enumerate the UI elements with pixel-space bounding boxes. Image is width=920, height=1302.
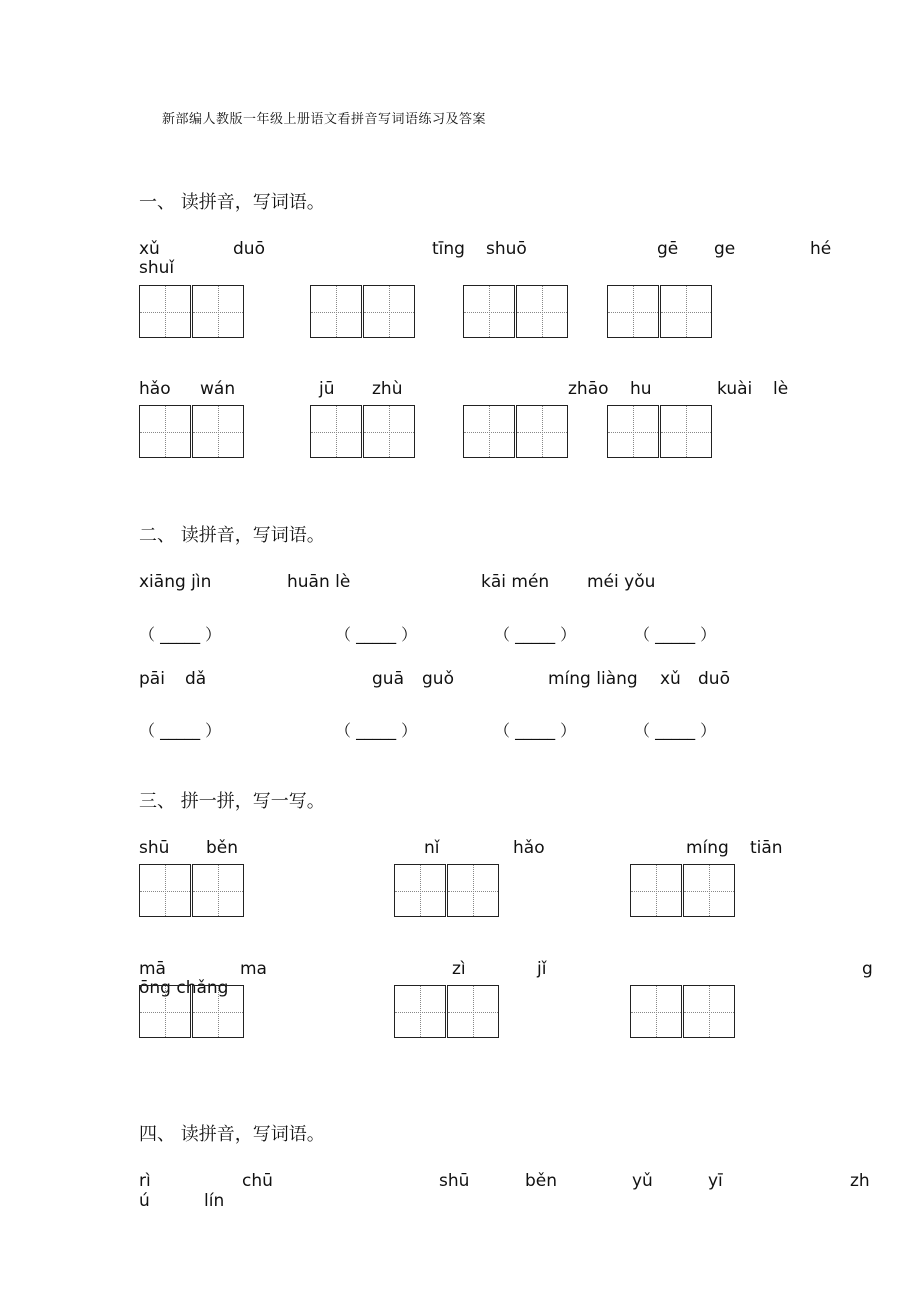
answer-blank[interactable]: （ _____ ） [634, 625, 717, 644]
pinyin: duō [233, 239, 265, 259]
writing-grid-box[interactable] [139, 985, 191, 1038]
writing-grid-box[interactable] [310, 285, 362, 338]
pinyin: guǒ [422, 669, 454, 689]
pinyin: ma [240, 959, 267, 979]
pinyin: hǎo [139, 379, 171, 399]
pinyin: hǎo [513, 838, 545, 858]
pinyin: běn [206, 838, 239, 858]
writing-grid-box[interactable] [660, 285, 712, 338]
pinyin: míng liàng [548, 669, 638, 689]
pinyin: kuài [717, 379, 753, 399]
writing-grid-box[interactable] [630, 985, 682, 1038]
pinyin: duō [698, 669, 730, 689]
pinyin: hu [630, 379, 652, 399]
pinyin: míng [686, 838, 729, 858]
pinyin: xǔ [139, 239, 160, 259]
section-2-heading: 二、 读拼音，写词语。 [139, 525, 325, 546]
pinyin: xiāng jìn [139, 572, 212, 592]
writing-grid-box[interactable] [447, 864, 499, 917]
section-4-heading: 四、 读拼音，写词语。 [139, 1124, 325, 1145]
writing-grid-box[interactable] [463, 405, 515, 458]
section-3-heading: 三、 拼一拼，写一写。 [139, 791, 325, 812]
writing-grid-box[interactable] [607, 405, 659, 458]
pinyin: g [862, 959, 873, 979]
pinyin: lín [204, 1191, 225, 1211]
writing-grid-box[interactable] [139, 405, 191, 458]
writing-grid-box[interactable] [683, 864, 735, 917]
pinyin: zhù [372, 379, 403, 399]
pinyin: jǐ [537, 959, 547, 979]
writing-grid-box[interactable] [463, 285, 515, 338]
writing-grid-box[interactable] [683, 985, 735, 1038]
pinyin: jū [319, 379, 335, 399]
writing-grid-box[interactable] [394, 864, 446, 917]
answer-blank[interactable]: （ _____ ） [634, 721, 717, 740]
answer-blank[interactable]: （ _____ ） [494, 721, 577, 740]
pinyin: dǎ [185, 669, 207, 689]
writing-grid-box[interactable] [516, 285, 568, 338]
pinyin: ge [714, 239, 736, 259]
answer-blank[interactable]: （ _____ ） [335, 625, 418, 644]
writing-grid-box[interactable] [660, 405, 712, 458]
answer-blank[interactable]: （ _____ ） [139, 625, 222, 644]
pinyin: méi yǒu [587, 572, 656, 592]
answer-blank[interactable]: （ _____ ） [494, 625, 577, 644]
writing-grid-box[interactable] [139, 864, 191, 917]
pinyin: tiān [750, 838, 783, 858]
writing-grid-box[interactable] [447, 985, 499, 1038]
pinyin: ōng chǎng [139, 978, 229, 998]
writing-grid-box[interactable] [192, 985, 244, 1038]
pinyin: ú [139, 1191, 150, 1211]
pinyin: guā [372, 669, 404, 689]
pinyin: shū [439, 1171, 470, 1191]
pinyin: rì [139, 1171, 151, 1191]
pinyin: yī [708, 1171, 723, 1191]
document-title: 新部编人教版一年级上册语文看拼音写词语练习及答案 [162, 112, 487, 127]
pinyin: nǐ [424, 838, 440, 858]
writing-grid-box[interactable] [139, 285, 191, 338]
pinyin: tīng [432, 239, 465, 259]
pinyin: gē [657, 239, 679, 259]
pinyin: wán [200, 379, 236, 399]
writing-grid-box[interactable] [192, 864, 244, 917]
writing-grid-box[interactable] [363, 405, 415, 458]
writing-grid-box[interactable] [516, 405, 568, 458]
pinyin: xǔ [660, 669, 681, 689]
pinyin: lè [773, 379, 789, 399]
answer-blank[interactable]: （ _____ ） [139, 721, 222, 740]
writing-grid-box[interactable] [192, 405, 244, 458]
writing-grid-box[interactable] [363, 285, 415, 338]
writing-grid-box[interactable] [630, 864, 682, 917]
writing-grid-box[interactable] [607, 285, 659, 338]
pinyin: kāi mén [481, 572, 550, 592]
pinyin: pāi [139, 669, 165, 689]
pinyin: huān lè [287, 572, 351, 592]
writing-grid-box[interactable] [310, 405, 362, 458]
pinyin: mā [139, 959, 166, 979]
answer-blank[interactable]: （ _____ ） [335, 721, 418, 740]
pinyin: hé [810, 239, 832, 259]
pinyin: shū [139, 838, 170, 858]
pinyin: shuō [486, 239, 527, 259]
section-1-heading: 一、 读拼音，写词语。 [139, 192, 325, 213]
pinyin: zì [452, 959, 466, 979]
pinyin: zh [850, 1171, 870, 1191]
writing-grid-box[interactable] [192, 285, 244, 338]
pinyin: shuǐ [139, 258, 175, 278]
writing-grid-box[interactable] [394, 985, 446, 1038]
pinyin: yǔ [632, 1171, 653, 1191]
pinyin: zhāo [568, 379, 609, 399]
pinyin: běn [525, 1171, 558, 1191]
pinyin: chū [242, 1171, 273, 1191]
